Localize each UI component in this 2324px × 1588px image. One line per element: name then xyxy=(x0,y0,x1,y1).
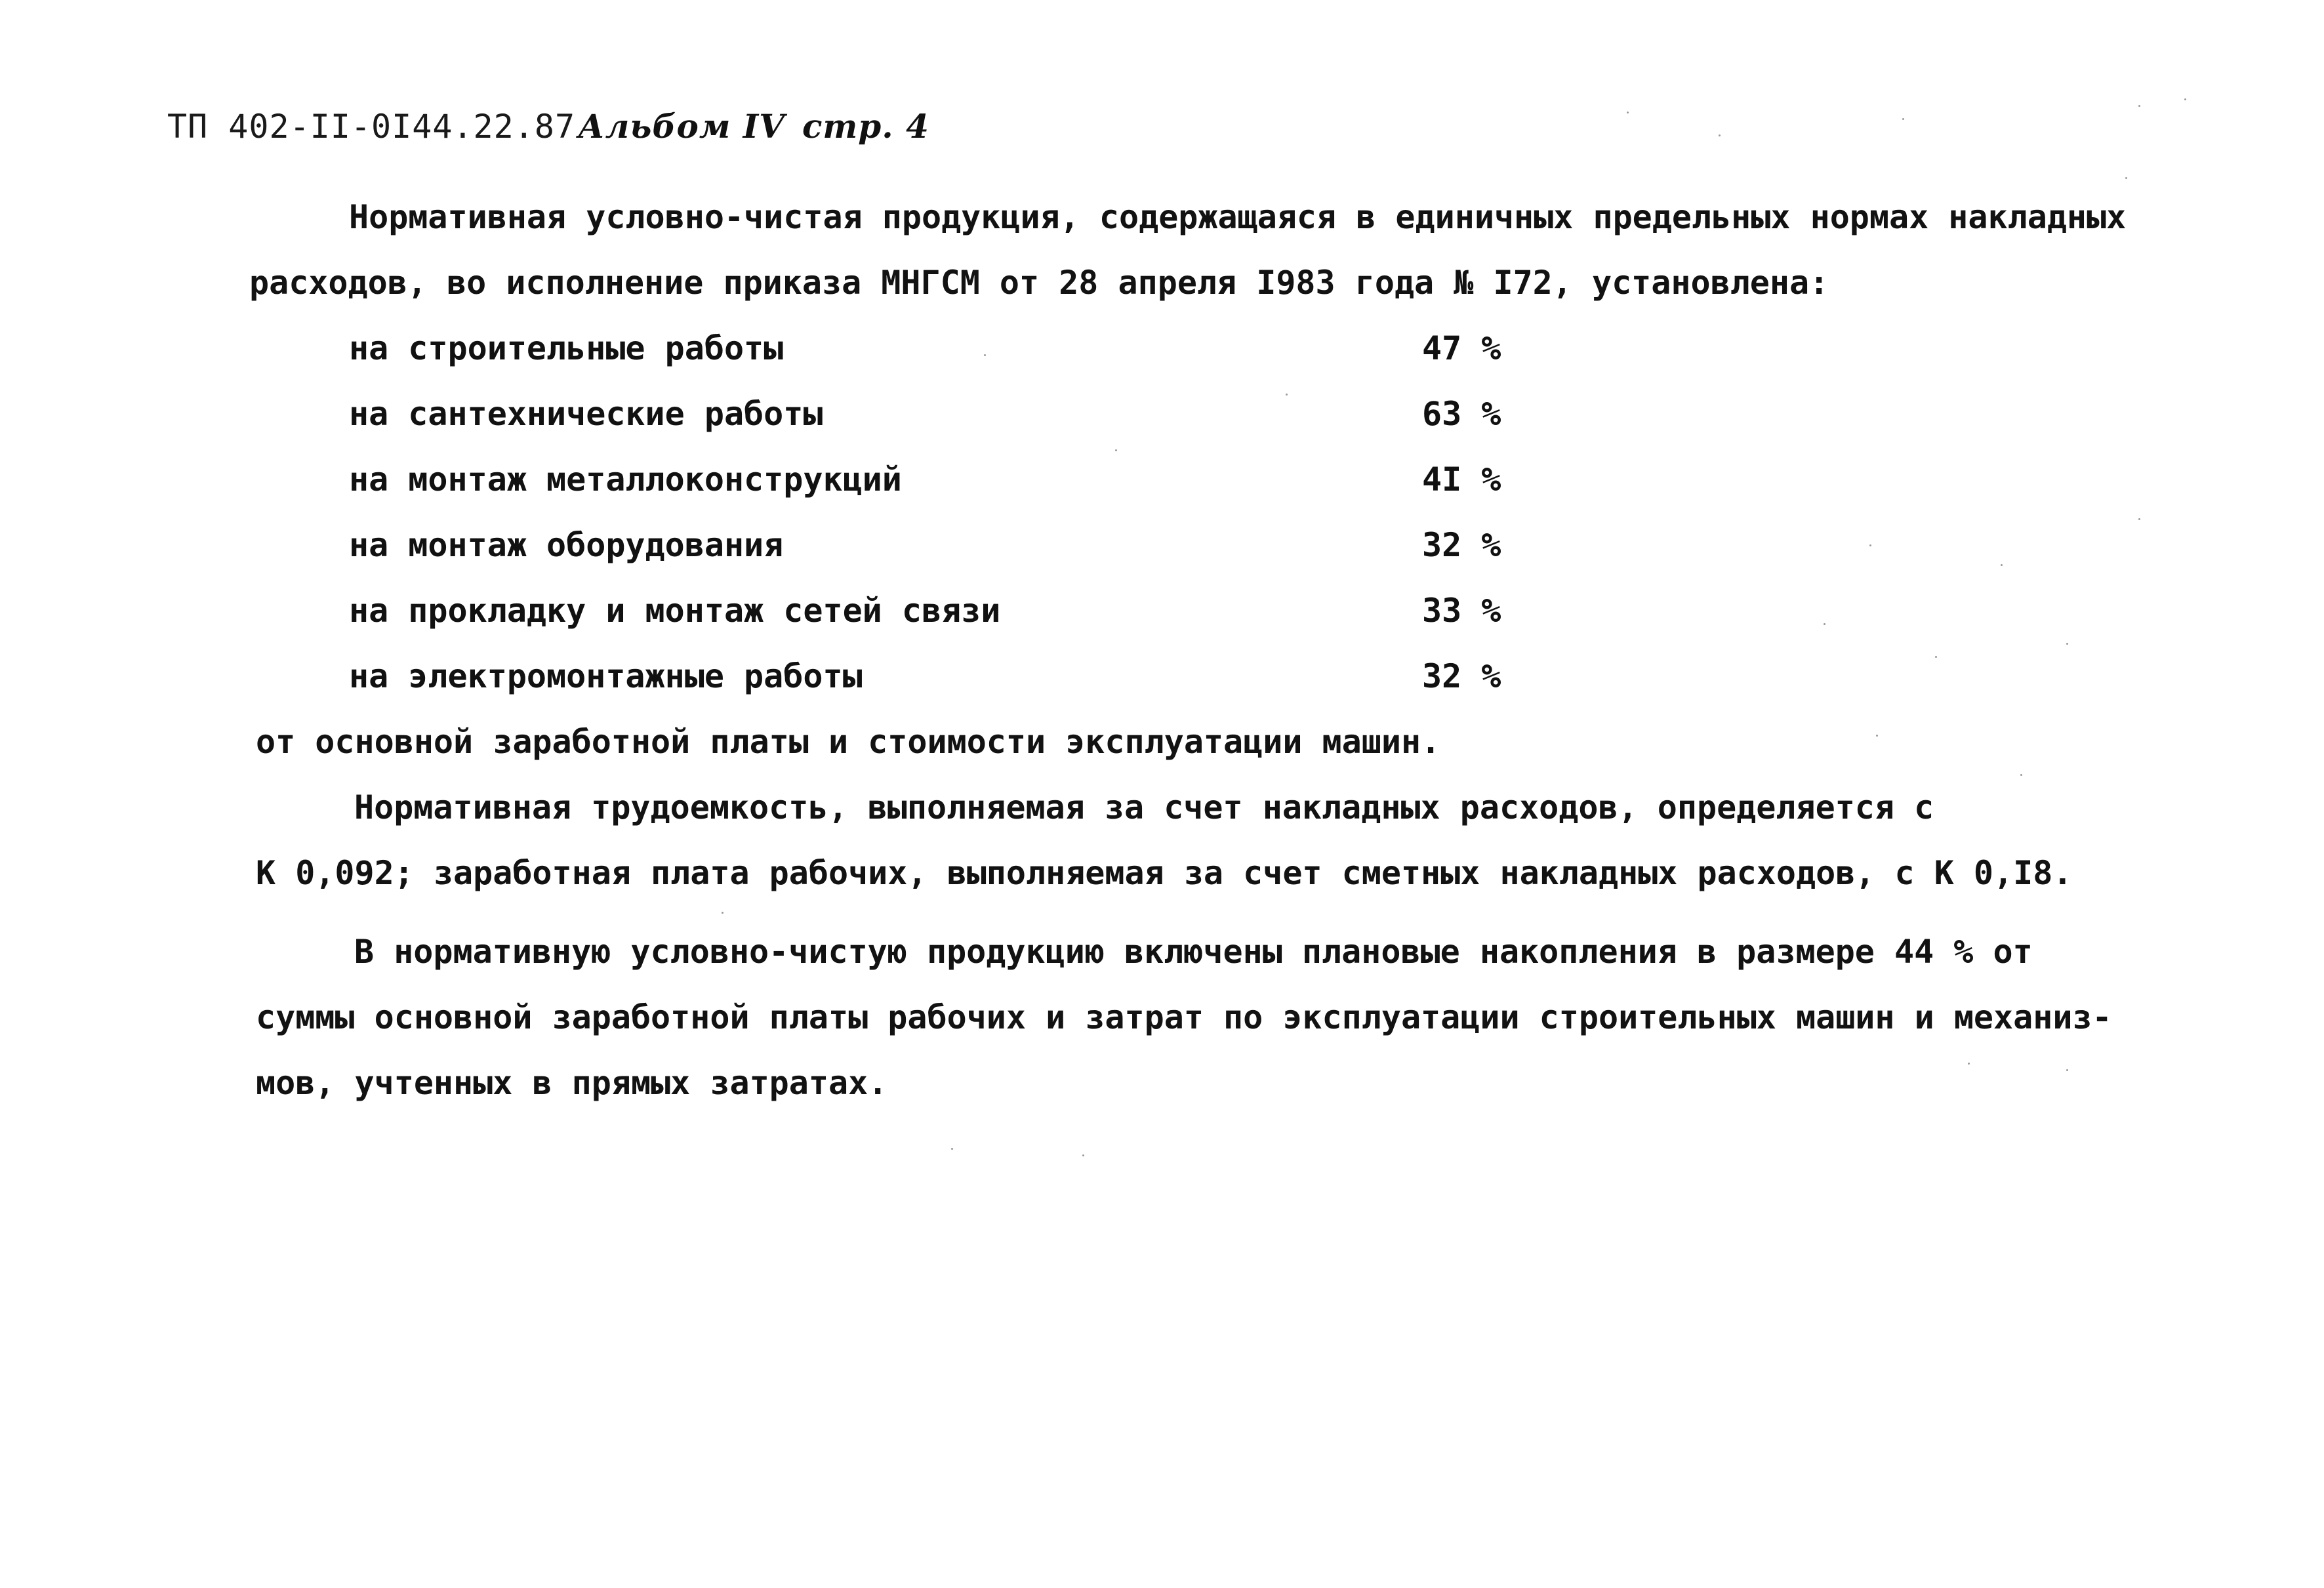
item-value: 32 % xyxy=(1422,657,1501,695)
item-value: 32 % xyxy=(1422,526,1501,564)
item-label: на монтаж металлоконструкций xyxy=(349,460,902,499)
page-number: стр. 4 xyxy=(802,107,929,146)
intro-line-1: Нормативная условно-чистая продукция, содержащаяся в единичных предельных нормах накладных xyxy=(349,198,2127,236)
item-value: 47 % xyxy=(1422,329,1501,367)
paragraph3-line-3: мов, учтенных в прямых затратах. xyxy=(256,1064,888,1102)
item-value: 63 % xyxy=(1422,395,1501,433)
item-value: 4I % xyxy=(1422,460,1501,499)
item-label: на прокладку и монтаж сетей связи xyxy=(349,592,1001,630)
paragraph3-line-2: суммы основной заработной платы рабочих и затрат по эксплуатации строительных машин и механиз- xyxy=(256,998,2112,1036)
page-header xyxy=(167,104,929,150)
item-label: на монтаж оборудования xyxy=(349,526,784,564)
after-items-line: от основной заработной платы и стоимости эксплуатации машин. xyxy=(256,723,1441,761)
item-value: 33 % xyxy=(1422,592,1501,630)
album-label: Альбом IV xyxy=(578,107,785,146)
document-code: ТП 402-II-0I44.22.87 xyxy=(167,108,576,146)
intro-line-2: расходов, во исполнение приказа МНГСМ от 28 апреля I983 года № I72, установлена: xyxy=(249,264,1829,302)
item-label: на электромонтажные работы xyxy=(349,657,863,695)
paragraph2-line-2: К 0,092; заработная плата рабочих, выполняемая за счет сметных накладных расходов, с К 0,I8. xyxy=(256,854,2073,892)
item-label: на сантехнические работы xyxy=(349,395,823,433)
paragraph2-line-1: Нормативная трудоемкость, выполняемая за счет накладных расходов, определяется с xyxy=(354,788,1934,826)
paragraph3-line-1: В нормативную условно-чистую продукцию включены плановые накопления в размере 44 % от xyxy=(354,933,2033,971)
item-label: на строительные работы xyxy=(349,329,784,367)
